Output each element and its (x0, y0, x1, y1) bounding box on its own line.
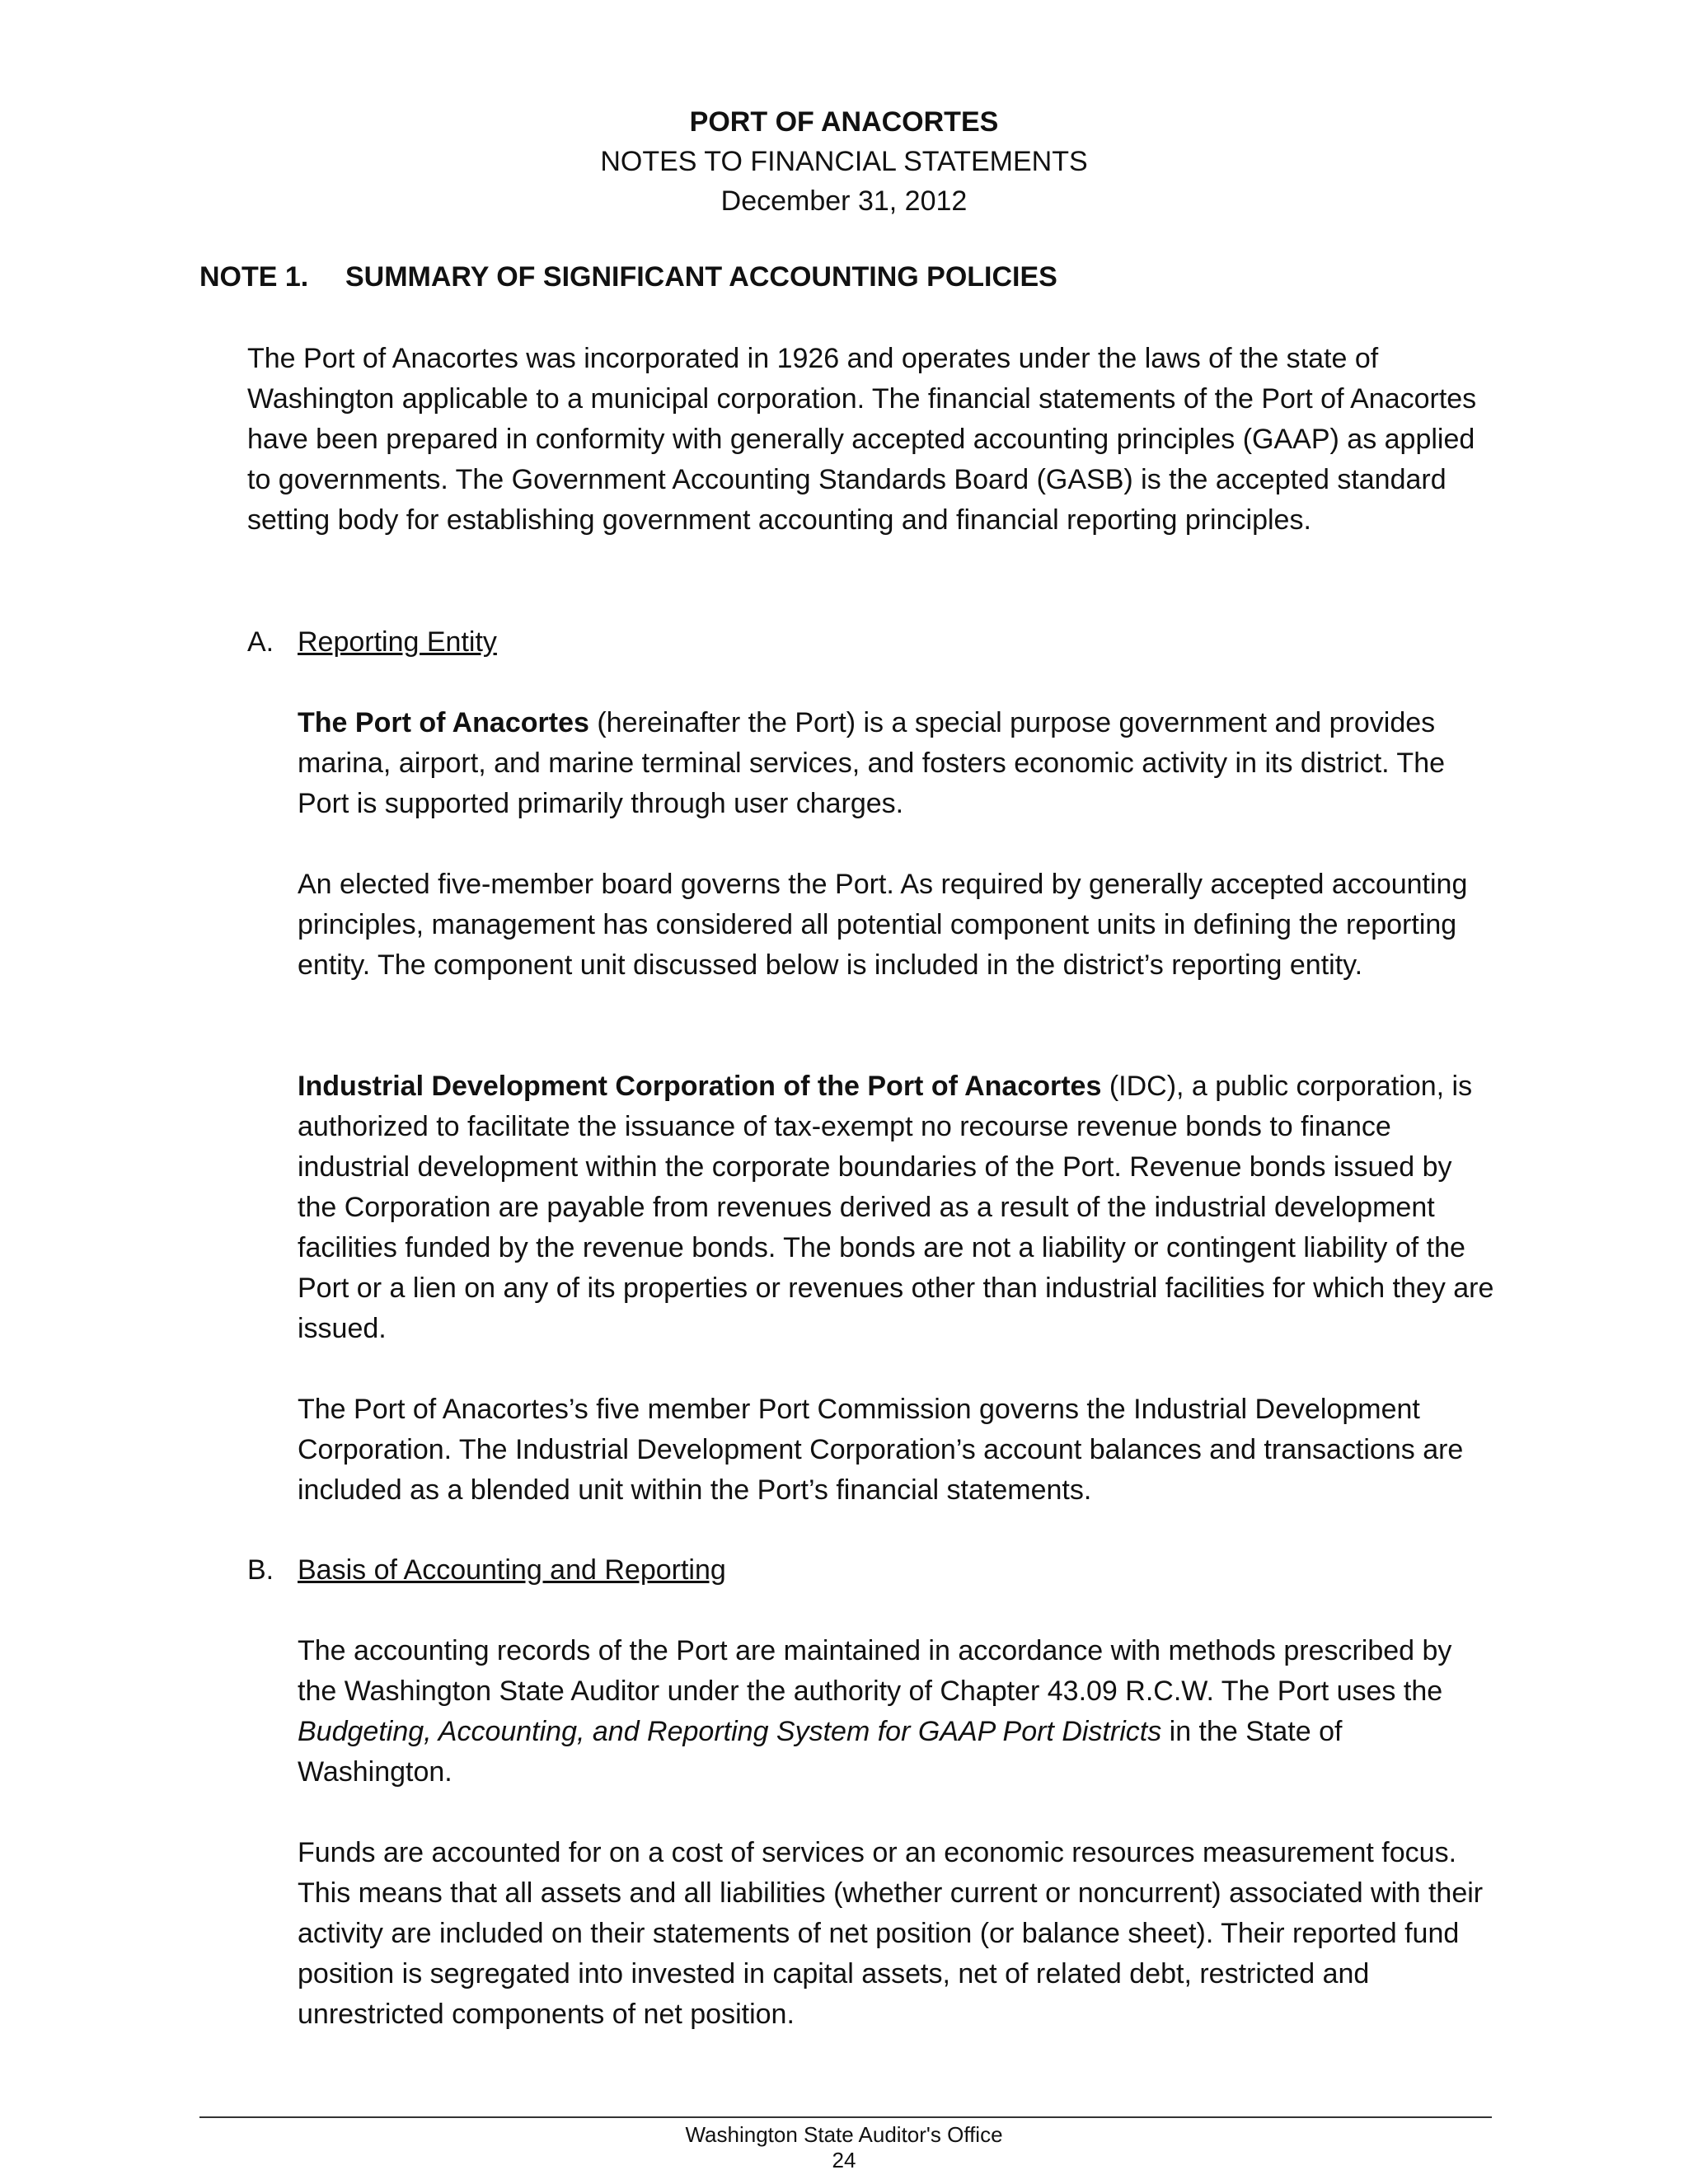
section-a-title: Reporting Entity (298, 626, 497, 658)
page-number: 24 (832, 2148, 856, 2172)
intro-paragraph: The Port of Anacortes was incorporated in 1926 and operates under the laws of the state of Washington applicable to a municipal corporation. The financial statements of the Port of Anacortes have been prepared in conformity with generally accepted accounting principles (GAAP) as applied to governments. The Government Accounting Standards Board (GASB) is the accepted standard setting body for establishing government accounting and financial reporting principles. (247, 343, 1477, 536)
note-title: SUMMARY OF SIGNIFICANT ACCOUNTING POLICIES (345, 261, 1057, 293)
bars-manual-title: Budgeting, Accounting, and Reporting System for GAAP Port Districts (298, 1716, 1162, 1747)
accounting-records-paragraph (298, 1631, 1497, 1793)
note-number: NOTE 1. (199, 261, 309, 293)
note-heading (199, 260, 1057, 293)
idc-description-text: (IDC), a public corporation, is authorized to facilitate the issuance of tax-exempt no recourse revenue bonds to finance industrial development within the corporate boundaries of the Port. Revenue bonds issued by the Corporation are payable from revenues derived as a result of the industrial development facilities funded by the revenue bonds. The bonds are not a liability or contingent liability of the Port or a lien on any of its properties or revenues other than industrial facilities for which they are issued. (298, 1071, 1494, 1344)
footer-office: Washington State Auditor's Office (685, 2122, 1003, 2147)
idc-name-bold: Industrial Development Corporation of the Port of Anacortes (298, 1071, 1102, 1102)
port-description-paragraph (298, 703, 1497, 824)
accounting-records-text-end: in the State of Washington. (298, 1716, 1343, 1788)
document-title: PORT OF ANACORTES (689, 106, 999, 138)
port-name-bold: The Port of Anacortes (298, 707, 589, 738)
document-subtitle: NOTES TO FINANCIAL STATEMENTS (600, 146, 1088, 177)
port-description-text: (hereinafter the Port) is a special purpose government and provides marina, airport, and marine terminal services, and fosters economic activity in its district. The Port is supported primarily through user charges. (298, 707, 1446, 819)
section-b-letter: B. (247, 1554, 274, 1586)
section-a-letter: A. (247, 626, 274, 658)
accounting-records-text: The accounting records of the Port are maintained in accordance with methods prescribed by the Washington State Auditor under the authority of Chapter 43.09 R.C.W. The Port uses the (298, 1635, 1452, 1707)
footer-rule (199, 2116, 1492, 2118)
idc-paragraph (298, 1066, 1497, 1349)
commission-paragraph: The Port of Anacortes’s five member Port Commission governs the Industrial Development Corporation. The Industrial Development Corporation’s account balances and transactions are included as a blended unit within the Port’s financial statements. (298, 1394, 1464, 1506)
document-date: December 31, 2012 (720, 185, 968, 217)
section-b-title: Basis of Accounting and Reporting (298, 1554, 726, 1586)
measurement-focus-paragraph: Funds are accounted for on a cost of services or an economic resources measurement focus. This means that all assets and all liabilities (whether current or noncurrent) associated with their activity are included on their statements of net position (or balance sheet). Their reported fund position is segregated into invested in capital assets, net of related debt, restricted and unrestricted components of net position. (298, 1837, 1484, 2030)
board-paragraph: An elected five-member board governs the Port. As required by generally accepted accounting principles, management has considered all potential component units in defining the reporting entity. The component unit discussed below is included in the district’s reporting entity. (298, 869, 1468, 981)
